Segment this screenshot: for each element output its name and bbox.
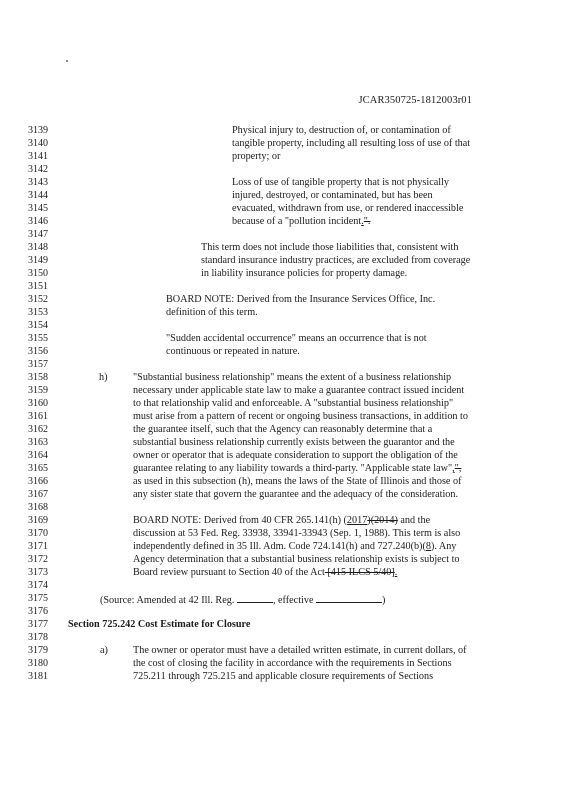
text-line: injured, destroyed, or contaminated, but has been [232,190,433,201]
text-line [232,216,370,228]
line-number: 3159 [28,385,48,396]
text-line: The owner or operator must have a detailed written estimate, in current dollars, of [133,645,467,656]
line-number: 3178 [28,632,48,643]
deleted-text: )(2014) [367,515,398,526]
line-number: 3141 [28,151,48,162]
text-line [133,567,397,579]
line-number: 3174 [28,580,48,591]
text-line: Agency determination that a substantial business relationship exists is subject to [133,554,460,565]
text-line [133,541,456,553]
line-number: 3147 [28,229,48,240]
line-number: 3163 [28,437,48,448]
text-line: tangible property, including all resulting loss of use of that [232,138,471,149]
board-note: BOARD NOTE: Derived from the Insurance Services Office, Inc. [166,294,436,305]
line-number: 3179 [28,645,48,656]
line-number: 3171 [28,541,48,552]
line-number: 3176 [28,606,48,617]
inserted-text: . [361,216,364,227]
text-line: necessary under applicable state law to make a guarantee contract issued incident [133,385,465,396]
text-run: Board review pursuant to Section 40 of the Act [133,567,325,578]
subsection-marker: a) [100,645,108,656]
line-number: 3170 [28,528,48,539]
text-run: , effective [272,595,317,606]
text-run: BOARD NOTE: Derived from 40 CFR 265.141(h) ( [133,515,347,526]
text-run: guarantee relating to any liability towards a third-party. "Applicable state law" [133,463,453,474]
line-number: 3145 [28,203,48,214]
line-number: 3154 [28,320,48,331]
line-number: 3161 [28,411,48,422]
text-line: standard insurance industry practices, are excluded from coverage [201,255,471,266]
line-number: 3177 [28,619,48,630]
subsection-marker: h) [99,372,108,383]
text-run: ) [382,595,386,606]
line-number: 3142 [28,164,48,175]
text-run: because of a "pollution incident [232,216,362,227]
text-line: "Sudden accidental occurrence" means an occurrence that is not [166,333,427,344]
inserted-text: , [452,463,455,474]
document-id: JCAR350725-1812003r01 [358,95,472,106]
board-note [133,515,430,527]
blank-register-page [237,593,273,603]
line-number: 3175 [28,593,48,604]
text-line: Physical injury to, destruction of, or contamination of [232,125,451,136]
text-run: and the [397,515,431,526]
deleted-text: ", [454,463,462,474]
line-number: 3158 [28,372,48,383]
line-number: 3156 [28,346,48,357]
line-number: 3168 [28,502,48,513]
text-line: any sister state that govern the guarantee and the adequacy of the consideration. [133,489,459,500]
text-line: as used in this subsection (h), means the laws of the State of Illinois and those of [133,476,462,487]
line-number: 3167 [28,489,48,500]
text-line: "Substantial business relationship" means the extent of a business relationship [133,372,452,383]
line-number: 3173 [28,567,48,578]
text-line [133,463,461,475]
text-line: This term does not include those liabilities that, consistent with [201,242,459,253]
line-number: 3148 [28,242,48,253]
line-number: 3149 [28,255,48,266]
scan-speck [66,60,68,62]
line-number: 3157 [28,359,48,370]
line-number: 3139 [28,125,48,136]
line-number: 3153 [28,307,48,318]
text-line: continuous or repeated in nature. [166,346,300,357]
line-number: 3140 [28,138,48,149]
text-line: to that relationship valid and enforceable. A "substantial business relationship" [133,398,454,409]
line-number: 3162 [28,424,48,435]
text-line: 725.211 through 725.215 and applicable closure requirements of Sections [133,671,434,682]
line-number: 3151 [28,281,48,292]
line-number: 3165 [28,463,48,474]
line-number: 3169 [28,515,48,526]
inserted-text: . [394,567,398,578]
text-line: discussion at 53 Fed. Reg. 33938, 33941-33943 (Sep. 1, 1988). This term is also [133,528,461,539]
text-line: the guarantee itself, such that the Agency can reasonably determine that a [133,424,433,435]
line-number: 3152 [28,294,48,305]
text-line: in liability insurance policies for property damage. [201,268,408,279]
text-line: Loss of use of tangible property that is not physically [232,177,450,188]
line-number: 3180 [28,658,48,669]
inserted-text: 8 [425,541,431,552]
text-line: property; or [232,151,281,162]
line-number: 3144 [28,190,48,201]
line-number: 3164 [28,450,48,461]
blank-effective-date [316,593,382,603]
source-note [100,593,385,607]
line-number: 3155 [28,333,48,344]
line-number: 3172 [28,554,48,565]
deleted-text: ". [363,216,371,227]
text-line: owner or operator that is adequate consideration to support the obligation of the [133,450,458,461]
text-run: (Source: Amended at 42 Ill. Reg. [100,595,237,606]
line-number: 3146 [28,216,48,227]
text-run: independently defined in 35 Ill. Adm. Code 724.141(h) and 727.240(b)( [133,541,426,552]
text-line: must arise from a pattern of recent or ongoing business transactions, in addition to [133,411,468,422]
line-number: 3181 [28,671,48,682]
line-number: 3166 [28,476,48,487]
text-line: substantial business relationship currently exists between the guarantor and the [133,437,455,448]
text-line: evacuated, withdrawn from use, or rendered inaccessible [232,203,464,214]
text-run: ). Any [430,541,457,552]
section-heading: Section 725.242 Cost Estimate for Closure [68,619,251,630]
inserted-text: 2017 [346,515,368,526]
line-number: 3160 [28,398,48,409]
text-line: definition of this term. [166,307,258,318]
text-line: the cost of closing the facility in accordance with the requirements in Sections [133,658,452,669]
line-number: 3143 [28,177,48,188]
deleted-text: [415 ILCS 5/40] [324,567,395,578]
line-number: 3150 [28,268,48,279]
